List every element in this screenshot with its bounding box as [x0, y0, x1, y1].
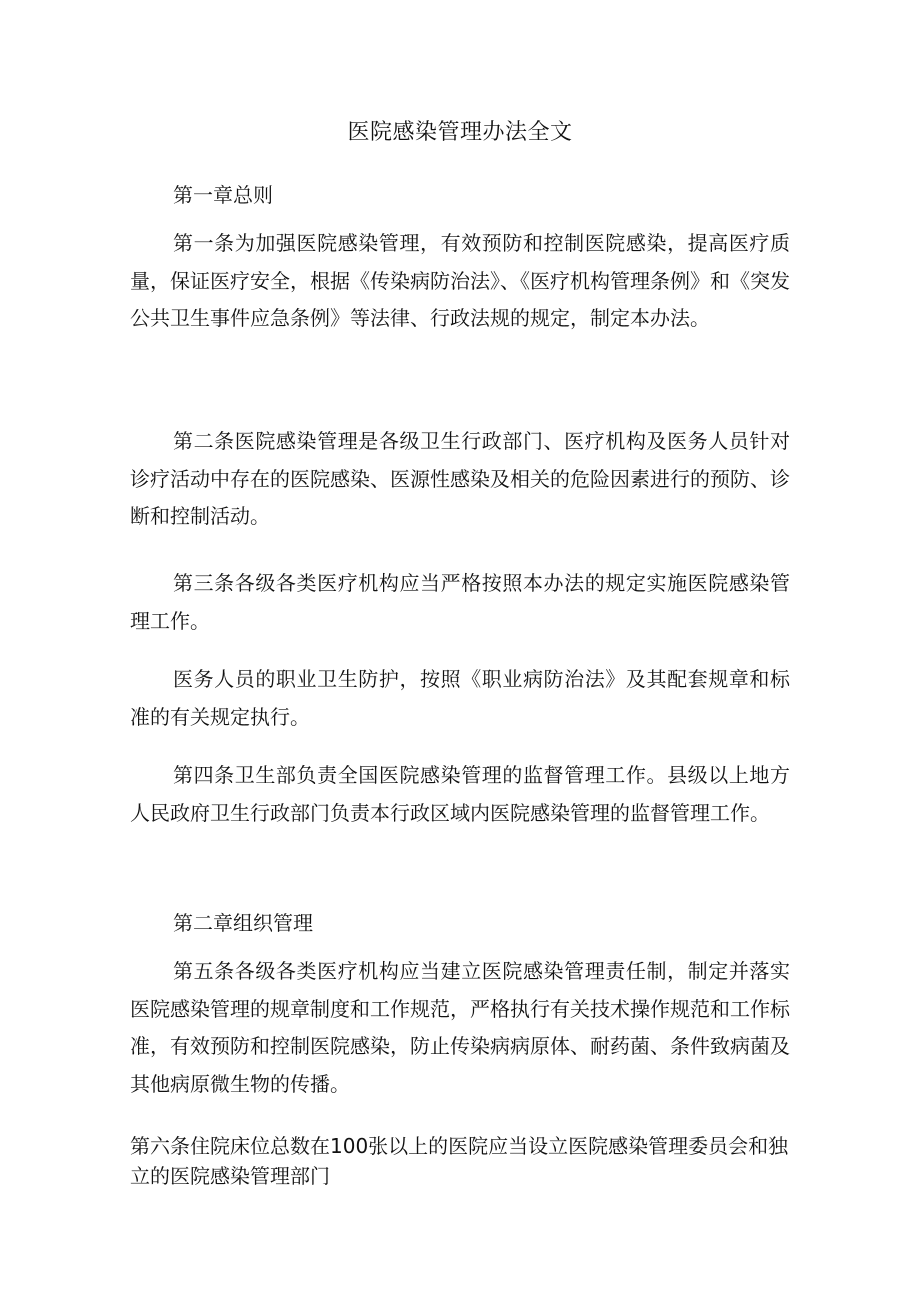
article-5: 第五条各级各类医疗机构应当建立医院感染管理责任制，制定并落实医院感染管理的规章制度和工作规范，严格执行有关技术操作规范和工作标准，有效预防和控制医院感染，防止传染病病原体、耐药菌、条件致病菌及其他病原微生物的传播。	[130, 959, 790, 1096]
article-6: 第六条住院床位总数在100张以上的医院应当设立医院感染管理委员会和独立的医院感染管理部门	[130, 1134, 789, 1188]
chapter-heading-2: 第二章组织管理	[173, 911, 313, 935]
article-4: 第四条卫生部负责全国医院感染管理的监督管理工作。县级以上地方人民政府卫生行政部门负责本行政区域内医院感染管理的监督管理工作。	[130, 763, 790, 825]
article-1: 第一条为加强医院感染管理，有效预防和控制医院感染，提高医疗质量，保证医疗安全，根据《传染病防治法》、《医疗机构管理条例》和《突发公共卫生事件应急条例》等法律、行政法规的规定，制定本办法。	[130, 231, 790, 330]
article-3: 第三条各级各类医疗机构应当严格按照本办法的规定实施医院感染管理工作。	[130, 571, 790, 633]
article-3-paragraph-2: 医务人员的职业卫生防护，按照《职业病防治法》及其配套规章和标准的有关规定执行。	[130, 667, 790, 729]
document-title: 医院感染管理办法全文	[347, 120, 573, 145]
chapter-heading-1: 第一章总则	[173, 183, 273, 207]
article-2: 第二条医院感染管理是各级卫生行政部门、医疗机构及医务人员针对诊疗活动中存在的医院感染、医源性感染及相关的危险因素进行的预防、诊断和控制活动。	[130, 429, 790, 528]
